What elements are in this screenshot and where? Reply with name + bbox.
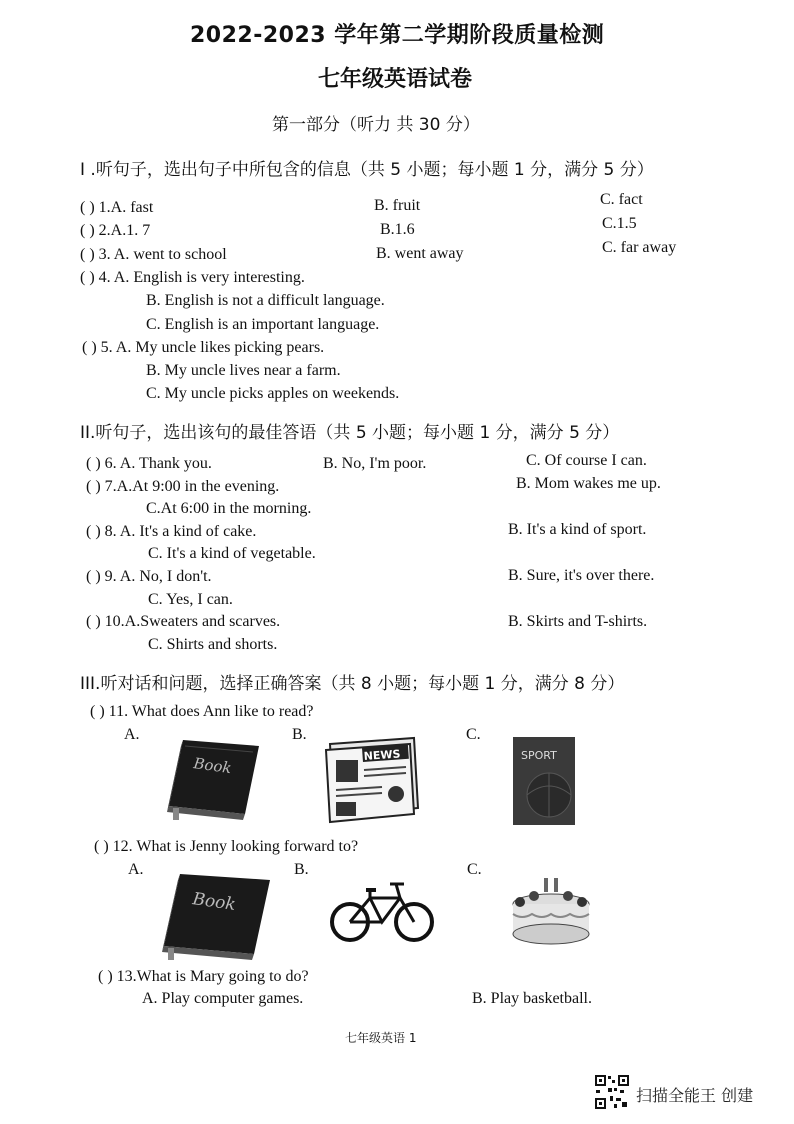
q9-c: C. Yes, I can. — [148, 591, 233, 608]
q3-c: C. far away — [602, 239, 677, 256]
part-heading: 第一部分（听力 共 30 分） — [272, 115, 480, 135]
newspaper-image — [322, 734, 422, 824]
section3-heading: III.听对话和问题，选择正确答案（共 8 小题；每小题 1 分，满分 8 分） — [80, 674, 625, 694]
q7-b: B. Mom wakes me up. — [516, 475, 661, 492]
q5-c: C. My uncle picks apples on weekends. — [146, 385, 400, 402]
q1-b: B. fruit — [374, 197, 421, 214]
qr-code-icon — [594, 1074, 630, 1110]
q2-b: B.1.6 — [380, 221, 415, 238]
q4-c: C. English is an important language. — [146, 316, 380, 333]
birthday-cake-image — [506, 874, 596, 950]
book-cover-text: Book — [192, 754, 233, 778]
q12-label-a: A. — [128, 861, 144, 878]
q12-label-b: B. — [294, 861, 309, 878]
q2-c: C.1.5 — [602, 215, 637, 232]
q11-label-b: B. — [292, 726, 307, 743]
q4-b: B. English is not a difficult language. — [146, 292, 385, 309]
q10-b: B. Skirts and T-shirts. — [508, 613, 648, 630]
q5-b: B. My uncle lives near a farm. — [146, 362, 341, 379]
q13-b: B. Play basketball. — [472, 990, 592, 1007]
q10-a: ( ) 10.A.Sweaters and scarves. — [86, 613, 281, 630]
q12-label-c: C. — [467, 861, 482, 878]
q3-a: ( ) 3. A. went to school — [80, 246, 227, 263]
book-image — [163, 736, 263, 820]
magazine-title-text: SPORT — [521, 749, 557, 762]
q11-label-a: A. — [124, 726, 140, 743]
page-footer: 七年级英语 1 — [345, 1031, 417, 1045]
q7-a: ( ) 7.A.At 9:00 in the evening. — [86, 478, 280, 495]
q6-c: C. Of course I can. — [526, 452, 647, 469]
q8-b: B. It's a kind of sport. — [508, 521, 647, 538]
q9-b: B. Sure, it's over there. — [508, 567, 655, 584]
q8-a: ( ) 8. A. It's a kind of cake. — [86, 523, 257, 540]
q13-question: ( ) 13.What is Mary going to do? — [98, 968, 309, 985]
bicycle-image — [330, 878, 434, 944]
q7-c: C.At 6:00 in the morning. — [146, 500, 312, 517]
q1-a: ( ) 1.A. fast — [80, 199, 154, 216]
exam-title: 2022-2023 学年第二学期阶段质量检测 — [190, 23, 605, 48]
q12-question: ( ) 12. What is Jenny looking forward to? — [94, 838, 359, 855]
book-cover-text-2: Book — [191, 889, 237, 915]
sport-magazine-image — [513, 737, 575, 825]
exam-subtitle: 七年级英语试卷 — [318, 67, 473, 92]
q6-a: ( ) 6. A. Thank you. — [86, 455, 212, 472]
q9-a: ( ) 9. A. No, I don't. — [86, 568, 212, 585]
section1-heading: I .听句子，选出句子中所包含的信息（共 5 小题；每小题 1 分，满分 5 分） — [80, 160, 654, 180]
q11-question: ( ) 11. What does Ann like to read? — [90, 703, 314, 720]
q6-b: B. No, I'm poor. — [323, 455, 427, 472]
section2-heading: II.听句子，选出该句的最佳答语（共 5 小题；每小题 1 分，满分 5 分） — [80, 423, 620, 443]
book-image-2 — [158, 870, 274, 962]
q4-a: ( ) 4. A. English is very interesting. — [80, 269, 305, 286]
scanner-watermark: 扫描全能王 创建 — [636, 1086, 754, 1105]
newspaper-title-text: NEWS — [363, 747, 401, 763]
q8-c: C. It's a kind of vegetable. — [148, 545, 316, 562]
q1-c: C. fact — [600, 191, 643, 208]
q2-a: ( ) 2.A.1. 7 — [80, 222, 151, 239]
q3-b: B. went away — [376, 245, 464, 262]
q11-label-c: C. — [466, 726, 481, 743]
q10-c: C. Shirts and shorts. — [148, 636, 278, 653]
q5-a: ( ) 5. A. My uncle likes picking pears. — [82, 339, 325, 356]
q13-a: A. Play computer games. — [142, 990, 304, 1007]
